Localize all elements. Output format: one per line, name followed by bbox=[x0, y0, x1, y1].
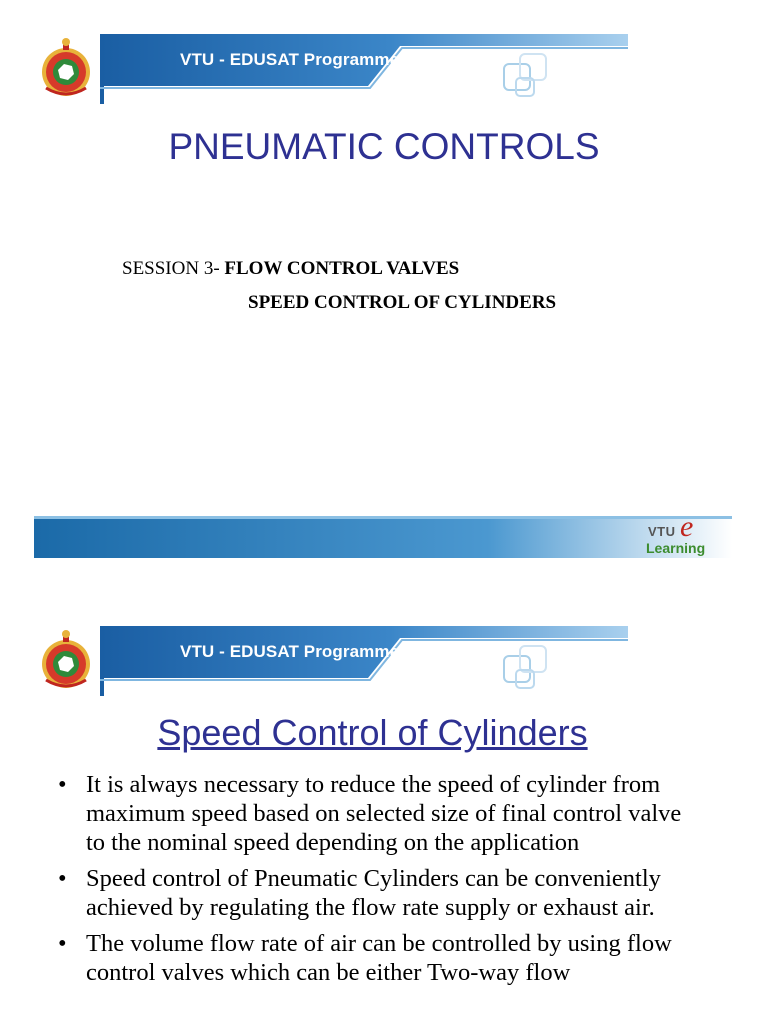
banner-strip bbox=[100, 34, 628, 104]
session-topic: FLOW CONTROL VALVES bbox=[224, 258, 460, 279]
vtu-emblem-icon bbox=[34, 34, 100, 104]
footer-bar bbox=[34, 516, 732, 558]
bullet-item bbox=[58, 770, 698, 857]
session-prefix: SESSION 3- bbox=[122, 258, 225, 279]
banner-strip-2 bbox=[100, 626, 628, 696]
slide-speed-control bbox=[0, 620, 768, 1024]
elearning-word-text: Learning bbox=[646, 540, 706, 556]
bullet-text: It is always necessary to reduce the speed of cylinder from maximum speed based on selected size of final control valve to the nominal speed depending on the application bbox=[86, 771, 682, 856]
elearning-e-text: e bbox=[680, 510, 694, 543]
header-banner bbox=[34, 34, 628, 104]
bullet-list bbox=[58, 770, 698, 994]
bullet-text: The volume flow rate of air can be controlled by using flow control valves which can be either Two-way flow bbox=[86, 930, 672, 986]
vtu-emblem-icon bbox=[34, 626, 100, 696]
speed-control-title: Speed Control of Cylinders bbox=[157, 712, 588, 753]
bullet-item bbox=[58, 929, 698, 987]
bullet-item bbox=[58, 864, 698, 922]
slide-title-heading: PNEUMATIC CONTROLS bbox=[168, 126, 600, 167]
session-topic-2: SPEED CONTROL OF CYLINDERS bbox=[248, 292, 557, 313]
programme-title-2: VTU - EDUSAT Programme bbox=[180, 642, 400, 661]
elearning-vtu-text: VTU bbox=[648, 524, 676, 539]
vtu-elearning-logo bbox=[644, 510, 720, 558]
bullet-marker: • bbox=[58, 771, 67, 798]
session-line bbox=[122, 258, 459, 280]
bullet-marker: • bbox=[58, 865, 67, 892]
programme-title: VTU - EDUSAT Programme bbox=[180, 50, 400, 69]
header-banner-2 bbox=[34, 626, 628, 696]
bullet-marker: • bbox=[58, 930, 67, 957]
bullet-text: Speed control of Pneumatic Cylinders can be conveniently achieved by regulating the flow rate supply or exhaust air. bbox=[86, 865, 661, 921]
